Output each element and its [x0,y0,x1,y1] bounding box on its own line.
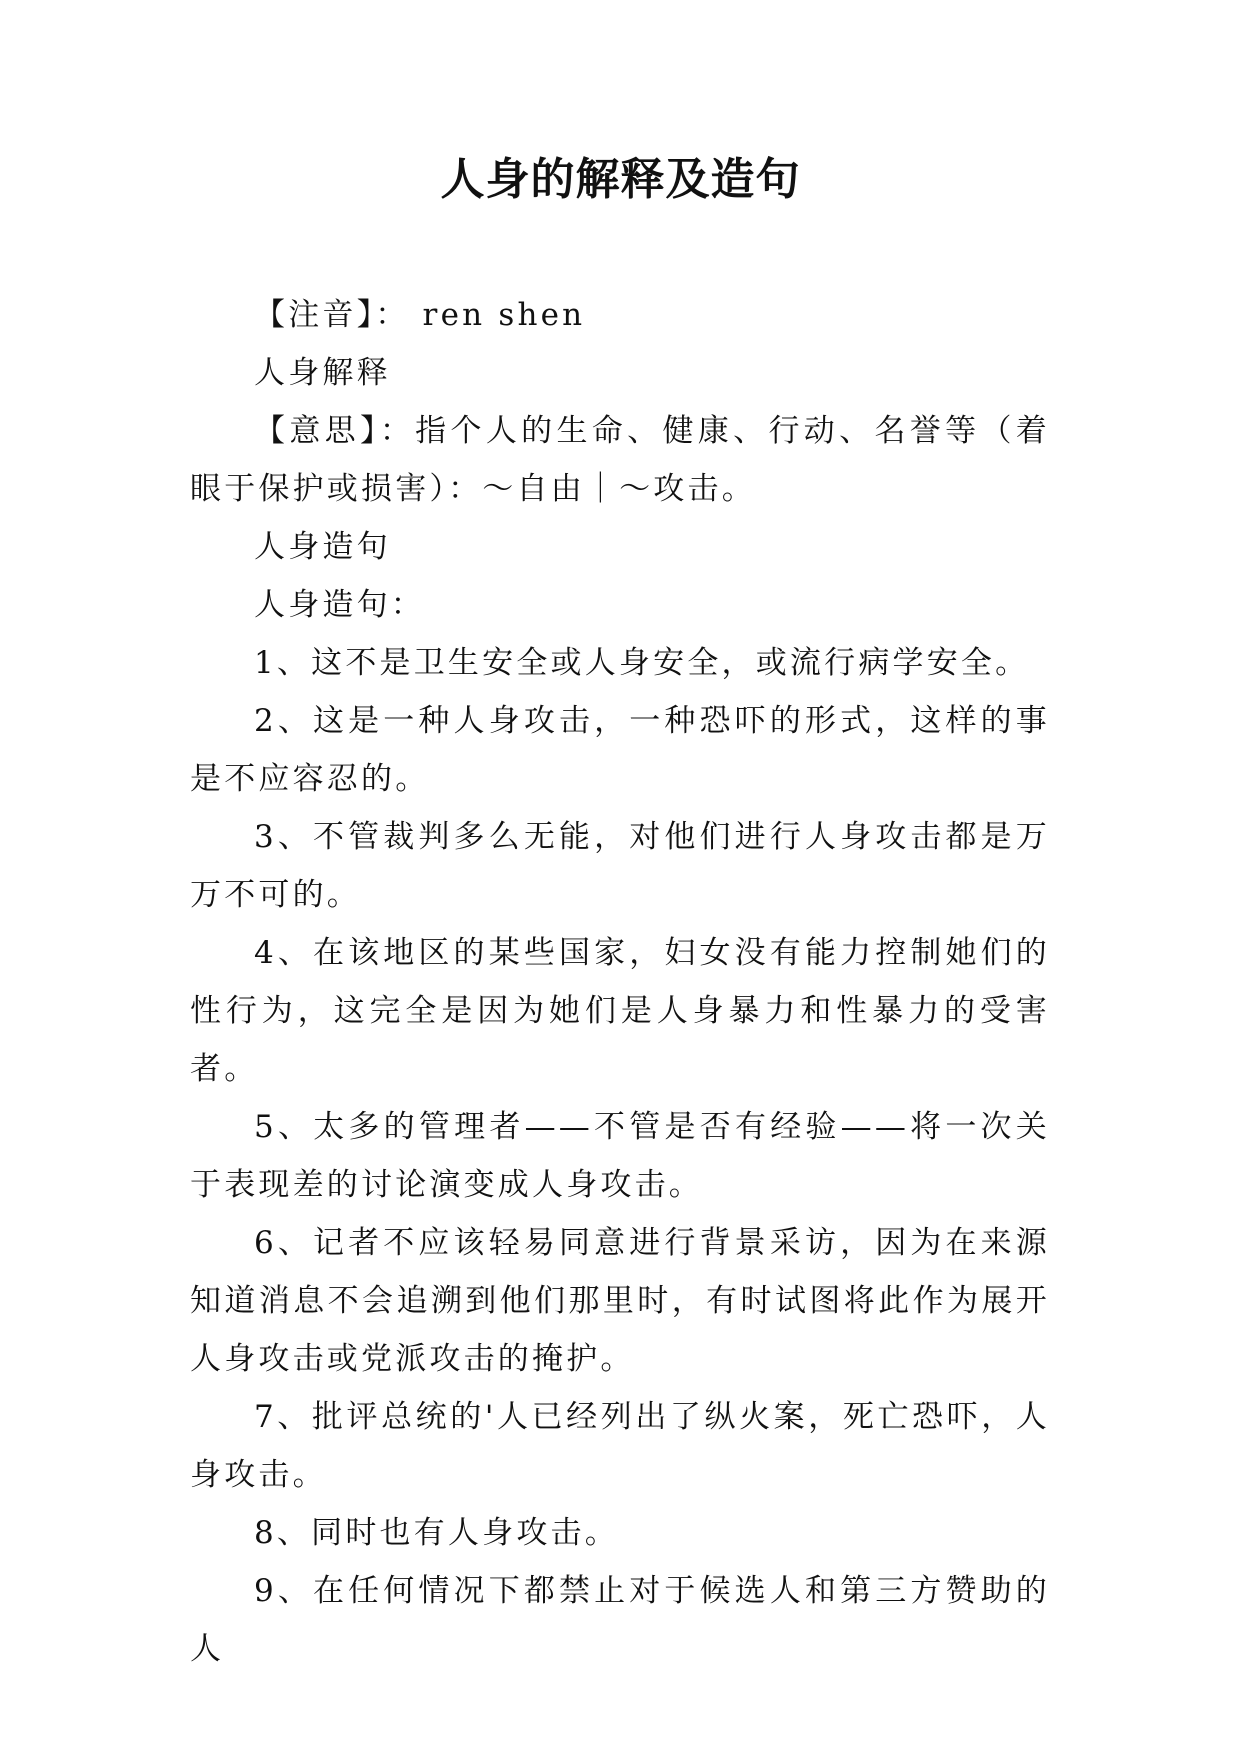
example-sentence: 4、在该地区的某些国家，妇女没有能力控制她们的性行为，这完全是因为她们是人身暴力和性暴力的受害者。 [190,935,1050,1087]
example-sentence: 9、在任何情况下都禁止对于候选人和第三方赞助的人 [190,1573,1050,1667]
paragraph-meaning: 【意思】：指个人的生命、健康、行动、名誉等（着眼于保护或损害）：～自由｜～攻击。 [190,413,1050,507]
document-body [190,286,1050,1678]
sentences-intro: 人身造句： [254,587,425,623]
example-sentence: 1、这不是卫生安全或人身安全，或流行病学安全。 [254,645,1030,681]
section-heading-explanation: 人身解释 [254,355,391,391]
example-sentence: 6、记者不应该轻易同意进行背景采访，因为在来源知道消息不会追溯到他们那里时，有时试图将此作为展开人身攻击或党派攻击的掩护。 [190,1225,1050,1377]
example-sentence: 7、批评总统的'人已经列出了纵火案，死亡恐吓，人身攻击。 [190,1399,1050,1493]
document-title: 人身的解释及造句 [440,154,801,205]
paragraph-phonetic: 【注音】： ren shen [254,297,586,333]
example-sentence: 3、不管裁判多么无能，对他们进行人身攻击都是万万不可的。 [190,819,1050,913]
example-sentence: 2、这是一种人身攻击，一种恐吓的形式，这样的事是不应容忍的。 [190,703,1050,797]
example-sentence: 8、同时也有人身攻击。 [254,1515,619,1551]
section-heading-sentences: 人身造句 [254,529,391,565]
example-sentence: 5、太多的管理者——不管是否有经验——将一次关于表现差的讨论演变成人身攻击。 [190,1109,1050,1203]
